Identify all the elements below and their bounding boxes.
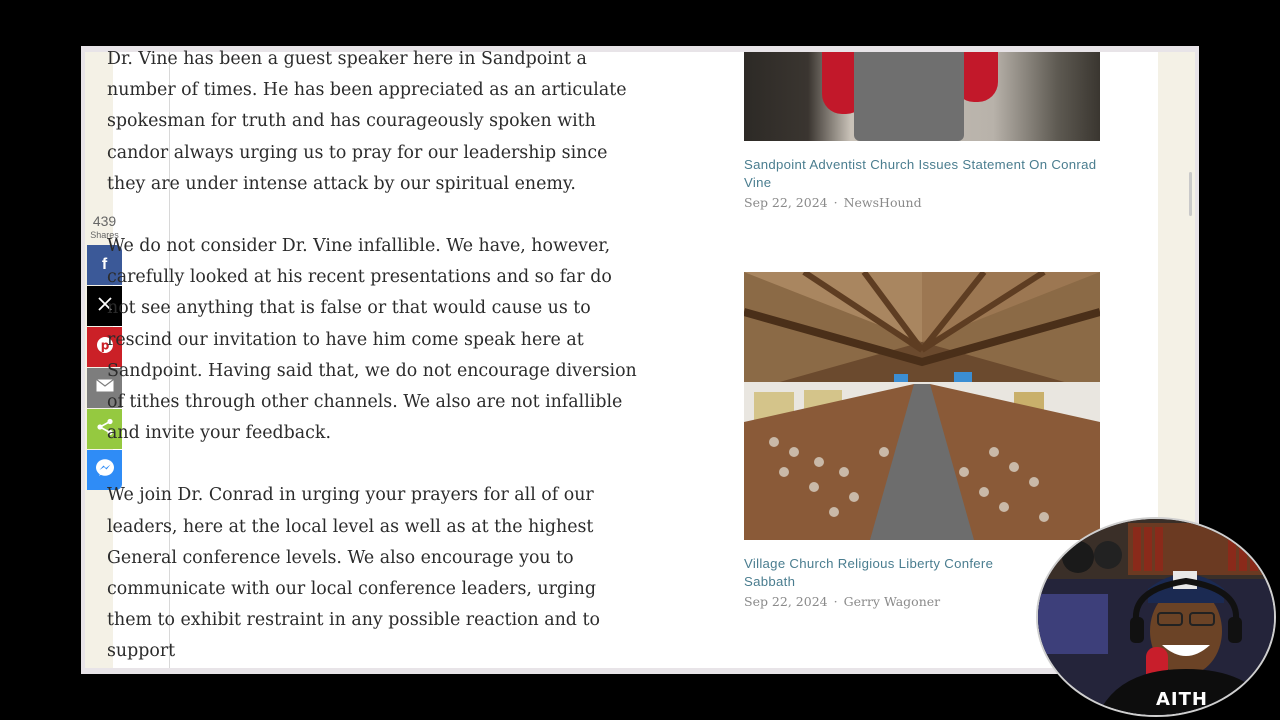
sidebar-card-1-title[interactable]: Sandpoint Adventist Church Issues Statement On Conrad Vine bbox=[744, 157, 1097, 190]
article-paragraph-2: We do not consider Dr. Vine infallible. We have, however, carefully looked at his recent presentations and so far do not see anything that is false or that would cause us to rescind our invitation to have him come speak here at Sandpoint. Having said that, we do not encourage diversion of tithes through other channels. We also are not infallible and invite your feedback. bbox=[107, 236, 637, 444]
thumbnail-detail bbox=[854, 52, 964, 141]
sidebar-card-2-date: Sep 22, 2024 bbox=[744, 594, 828, 609]
sidebar-card-1-meta bbox=[744, 195, 922, 210]
sidebar-card-2-title[interactable]: Village Church Religious Liberty Confere Sabbath bbox=[744, 556, 994, 589]
webcam-presenter-image bbox=[1038, 519, 1274, 715]
webcam-shirt-text: AITH bbox=[1156, 689, 1208, 710]
article-paragraph-3: We join Dr. Conrad in urging your prayers for all of our leaders, here at the local level as well as at the highest General conference levels. We also encourage you to communicate with our local conference leaders, urging them to exhibit restraint in any possible reaction and to support bbox=[107, 485, 600, 662]
svg-text:p: p bbox=[100, 338, 109, 352]
share-count-label: Shares bbox=[90, 230, 119, 240]
article-paragraph-1: Dr. Vine has been a guest speaker here in Sandpoint a number of times. He has been appreciated as an articulate spokesman for truth and has courageously spoken with candor always urging us to pray for our leadership since they are under intense attack by our spiritual enemy. bbox=[107, 49, 627, 194]
webcam-overlay bbox=[1036, 517, 1276, 717]
meta-separator: · bbox=[833, 594, 838, 609]
share-count-number: 439 bbox=[92, 213, 117, 229]
meta-separator: · bbox=[833, 195, 838, 210]
church-interior-image bbox=[744, 272, 1100, 540]
sidebar-card-1-author[interactable]: NewsHound bbox=[843, 195, 922, 210]
sidebar-card-1-thumbnail[interactable] bbox=[744, 52, 1100, 141]
article-body bbox=[107, 44, 637, 699]
sidebar-card-2-meta bbox=[744, 594, 940, 609]
facebook-icon: f bbox=[101, 256, 108, 273]
sidebar-card-2-thumbnail[interactable] bbox=[744, 272, 1100, 540]
scrollbar-thumb[interactable] bbox=[1189, 172, 1192, 216]
sidebar-card-1-date: Sep 22, 2024 bbox=[744, 195, 828, 210]
sidebar-card-2-author[interactable]: Gerry Wagoner bbox=[843, 594, 941, 609]
